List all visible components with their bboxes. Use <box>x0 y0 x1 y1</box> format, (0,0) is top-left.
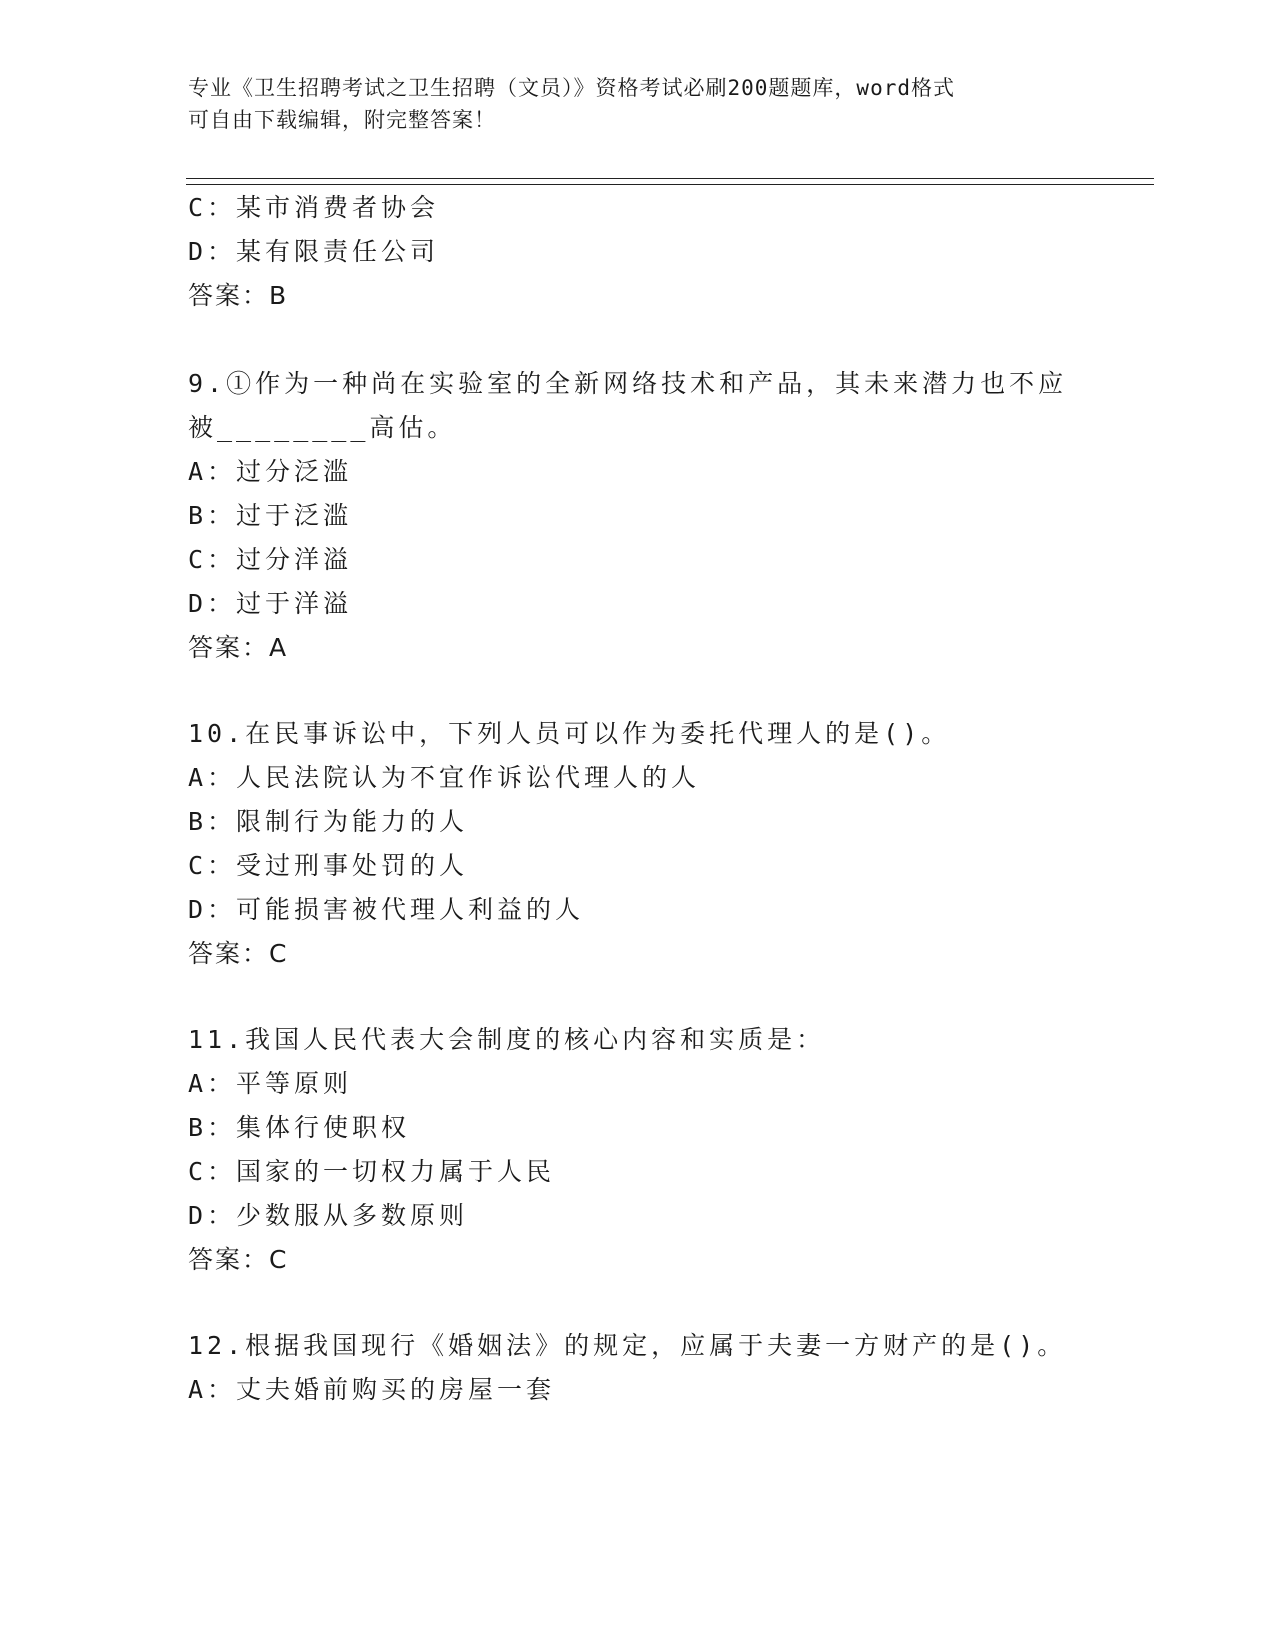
answer-label: 答案：B <box>188 281 289 310</box>
option-c: C：过分洋溢 <box>188 545 353 574</box>
header-divider-bottom <box>186 184 1154 185</box>
option-a: A：丈夫婚前购买的房屋一套 <box>188 1375 556 1404</box>
option-b: B：集体行使职权 <box>188 1113 411 1142</box>
header-divider-top <box>186 178 1154 179</box>
option-a: A：过分泛滥 <box>188 457 353 486</box>
option-d: D：少数服从多数原则 <box>188 1201 469 1230</box>
option-c: C：受过刑事处罚的人 <box>188 851 469 880</box>
question-stem: 10.在民事诉讼中，下列人员可以作为委托代理人的是()。 <box>188 719 951 748</box>
answer-label: 答案：A <box>188 633 289 662</box>
header-line-2: 可自由下载编辑，附完整答案！ <box>188 108 496 132</box>
option-b: B：过于泛滥 <box>188 501 353 530</box>
option-b: B：限制行为能力的人 <box>188 807 469 836</box>
header-line-1: 专业《卫生招聘考试之卫生招聘（文员）》资格考试必刷200题题库，word格式 <box>188 76 955 100</box>
option-a: A：平等原则 <box>188 1069 353 1098</box>
document-header <box>188 72 1088 136</box>
question-stem: 12.根据我国现行《婚姻法》的规定，应属于夫妻一方财产的是()。 <box>188 1331 1067 1360</box>
option-a: A：人民法院认为不宜作诉讼代理人的人 <box>188 763 701 792</box>
option-c: C：某市消费者协会 <box>188 193 440 222</box>
answer-label: 答案：C <box>188 1245 289 1274</box>
option-d: D：某有限责任公司 <box>188 237 440 266</box>
option-c: C：国家的一切权力属于人民 <box>188 1157 556 1186</box>
option-d: D：可能损害被代理人利益的人 <box>188 895 585 924</box>
question-stem: 11.我国人民代表大会制度的核心内容和实质是： <box>188 1025 826 1054</box>
option-d: D：过于洋溢 <box>188 589 353 618</box>
question-stem-continued: 被________高估。 <box>188 413 457 442</box>
question-stem: 9.①作为一种尚在实验室的全新网络技术和产品，其未来潜力也不应 <box>188 369 1068 398</box>
answer-label: 答案：C <box>188 939 289 968</box>
